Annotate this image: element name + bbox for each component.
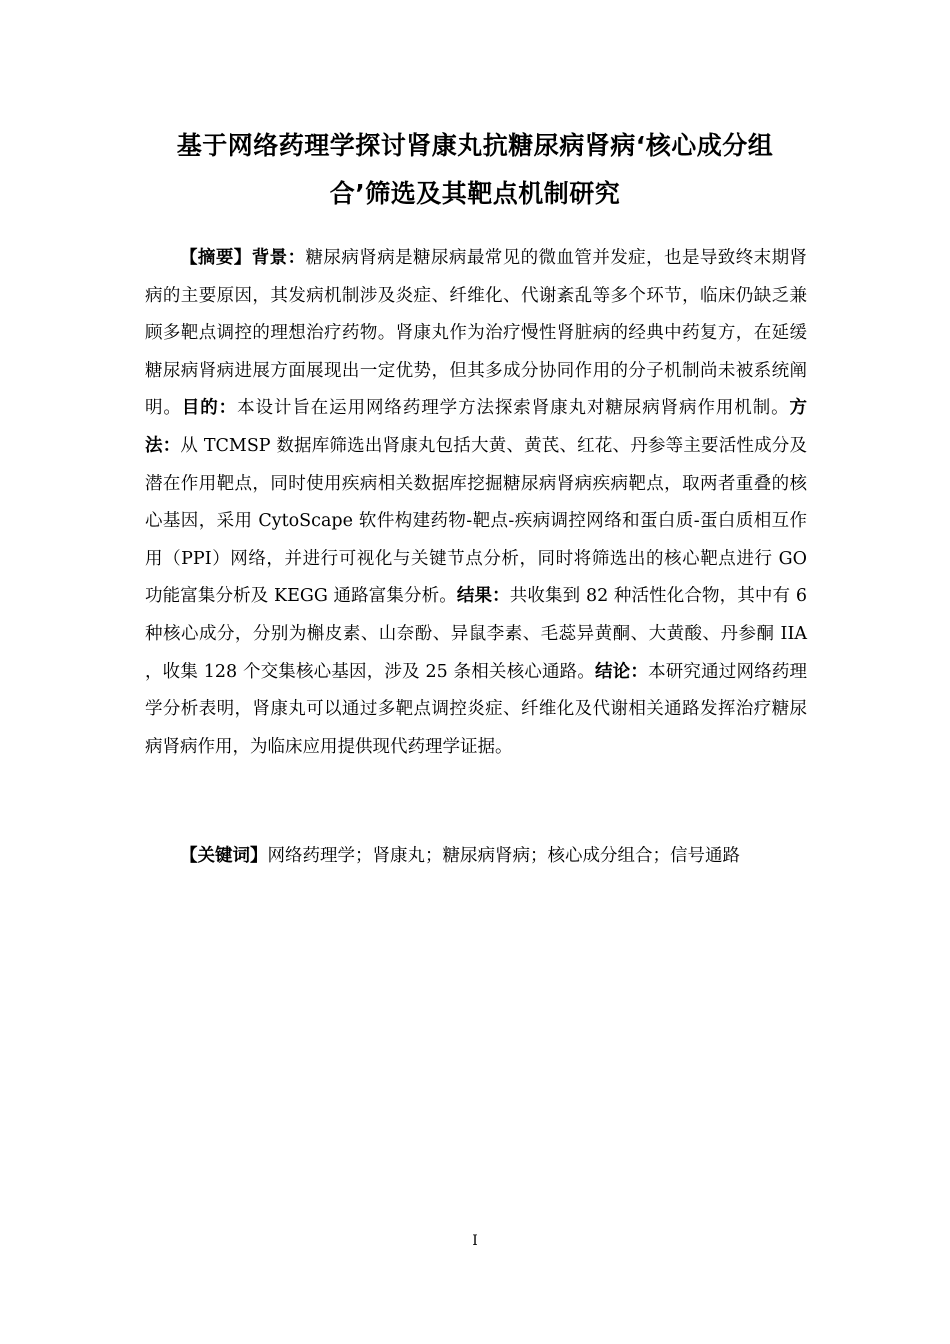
paper-title-line-2: 合’筛选及其靶点机制研究	[329, 179, 621, 208]
abstract-label: 【摘要】	[180, 248, 252, 268]
keywords-label: 【关键词】	[180, 846, 268, 866]
objective-label: 目的：	[181, 398, 238, 419]
results-text: 共收集到 82 种活性化合物，其中有 6 种核心成分，分别为槲皮素、山奈酚、异鼠李素、毛蕊异黄酮、大黄酸、丹参酮 IIA ，收集 128 个交集核心基因，涉及 25 条相关核心通路。	[145, 586, 807, 682]
keywords-text: 网络药理学；肾康丸；糖尿病肾病；核心成分组合；信号通路	[267, 846, 740, 866]
page-number: I	[472, 1233, 478, 1249]
background-label: 背景：	[251, 248, 306, 268]
background-text: 糖尿病肾病是糖尿病最常见的微血管并发症，也是导致终末期肾病的主要原因，其发病机制涉及炎症、纤维化、代谢紊乱等多个环节，临床仍缺乏兼顾多靶点调控的理想治疗药物。肾康丸作为治疗慢性肾脏病的经典中药复方，在延缓糖尿病肾病进展方面展现出一定优势，但其多成分协同作用的分子机制尚未被系统阐明。	[145, 248, 808, 419]
paper-title	[145, 122, 805, 218]
keywords-paragraph	[145, 838, 807, 875]
conclusion-text: 本研究通过网络药理学分析表明，肾康丸可以通过多靶点调控炎症、纤维化及代谢相关通路发挥治疗糖尿病肾病作用，为临床应用提供现代药理学证据。	[145, 661, 808, 757]
objective-text: 本设计旨在运用网络药理学方法探索肾康丸对糖尿病肾病作用机制。	[237, 398, 790, 419]
conclusion-label: 结论：	[595, 661, 649, 682]
paper-title-line-1: 基于网络药理学探讨肾康丸抗糖尿病肾病‘核心成分组	[176, 131, 774, 160]
methods-label: 方法：	[145, 398, 808, 456]
results-label: 结果：	[456, 586, 510, 607]
abstract-paragraph	[145, 240, 807, 766]
methods-text: 从 TCMSP 数据库筛选出肾康丸包括大黄、黄芪、红花、丹参等主要活性成分及潜在作用靶点，同时使用疾病相关数据库挖掘糖尿病肾病疾病靶点，取两者重叠的核心基因，采用 CytoScape 软件构建药物-靶点-疾病调控网络和蛋白质-蛋白质相互作用（PPI）网络，并进行可视化与关键节点分析，同时将筛选出的核心靶点进行 GO 功能富集分析及 KEGG 通路富集分析。	[145, 435, 807, 607]
